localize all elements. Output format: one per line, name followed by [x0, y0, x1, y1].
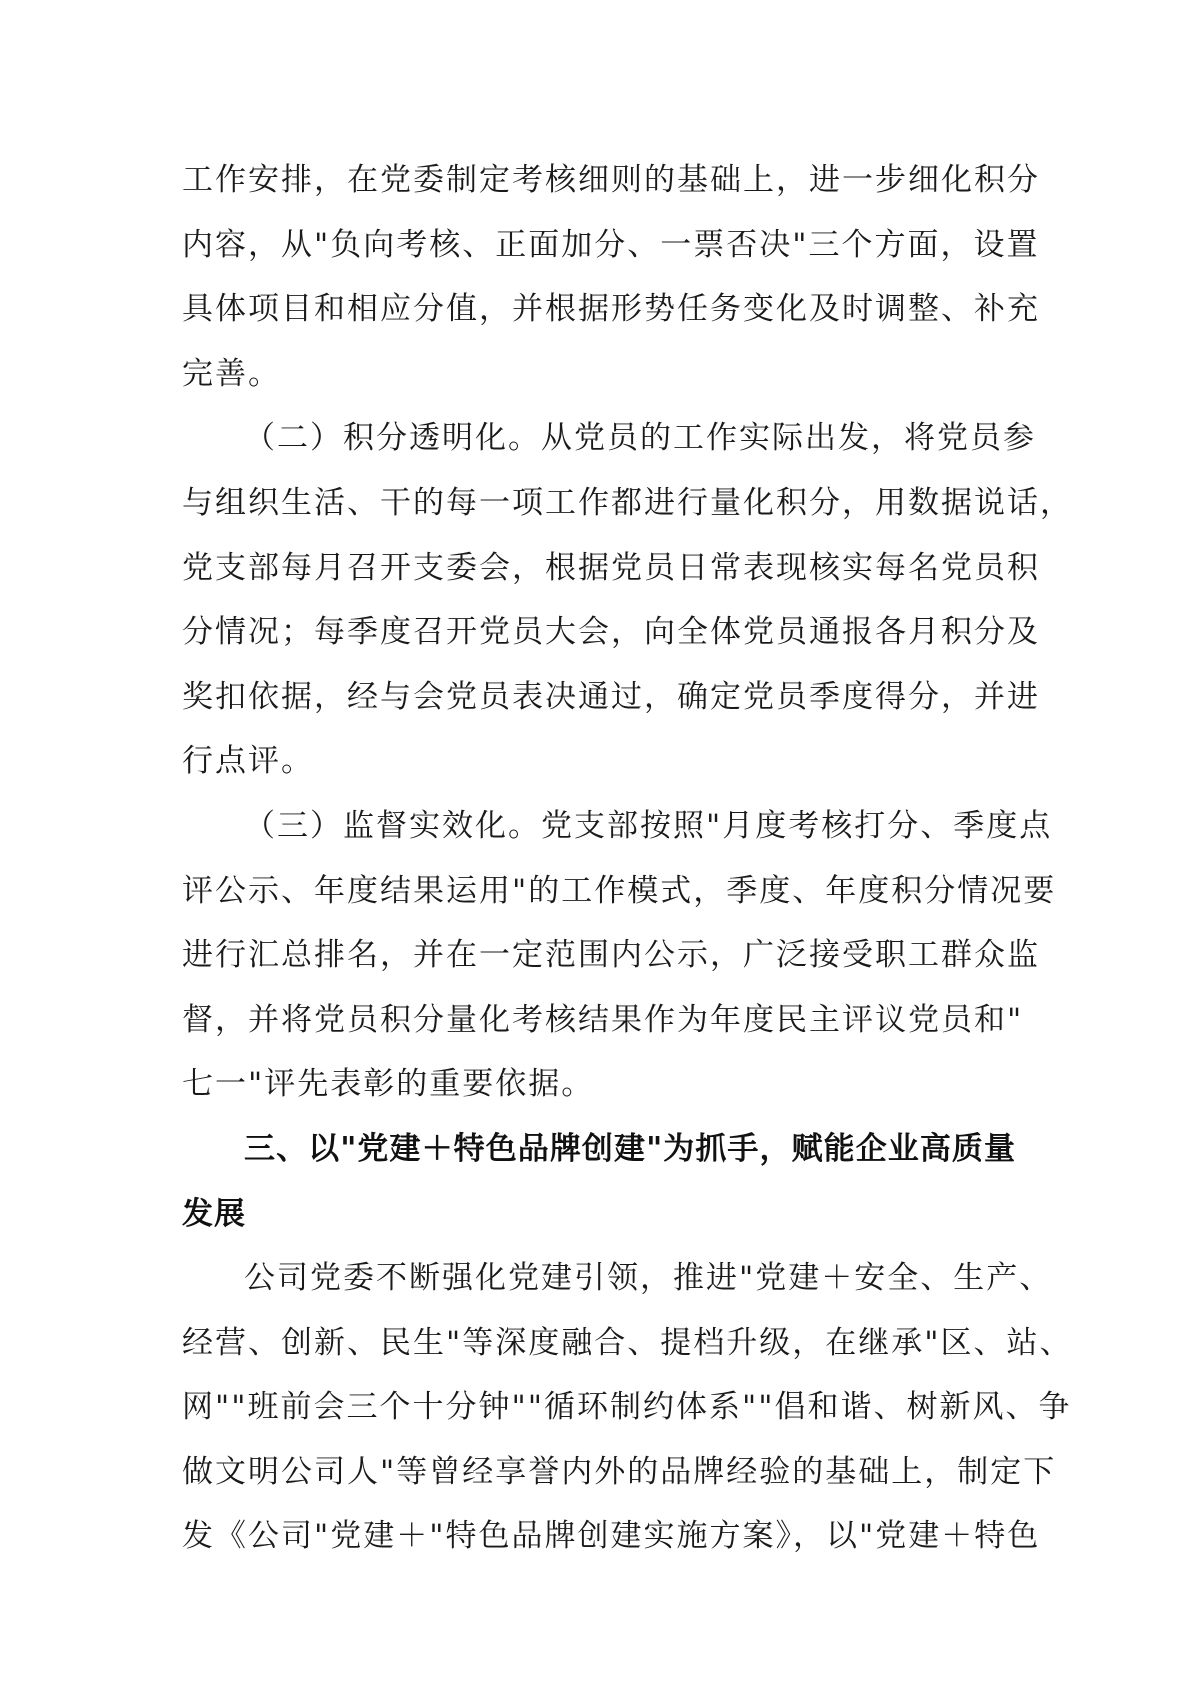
text-line: 党支部每月召开支委会，根据党员日常表现核实每名党员积 — [182, 549, 1040, 586]
text-line: 与组织生活、干的每一项工作都进行量化积分，用数据说话， — [182, 484, 1073, 521]
text-line: 进行汇总排名，并在一定范围内公示，广泛接受职工群众监 — [182, 937, 1040, 974]
text-line: 网""班前会三个十分钟""循环制约体系""倡和谐、树新风、争 — [182, 1389, 1072, 1426]
text-line: 完善。 — [182, 355, 281, 392]
text-line: 发《公司"党建＋"特色品牌创建实施方案》，以"党建＋特色 — [182, 1518, 1041, 1555]
text-line: 工作安排，在党委制定考核细则的基础上，进一步细化积分 — [182, 162, 1040, 198]
text-line: 分情况；每季度召开党员大会，向全体党员通报各月积分及 — [182, 614, 1040, 651]
text-line: 公司党委不断强化党建引领，推进"党建＋安全、生产、 — [244, 1260, 1053, 1297]
text-line: 经营、创新、民生"等深度融合、提档升级，在继承"区、站、 — [182, 1324, 1073, 1361]
text-line: 七一"评先表彰的重要依据。 — [182, 1066, 595, 1103]
paragraph-supervision-effectiveness — [182, 794, 1057, 1117]
heading-line: 发展 — [182, 1195, 246, 1232]
heading-line: 三、以"党建＋特色品牌创建"为抓手，赋能企业高质量 — [244, 1130, 1016, 1167]
document-body — [182, 148, 1073, 1569]
text-line: （三）监督实效化。党支部按照"月度考核打分、季度点 — [244, 807, 1053, 844]
paragraph-party-building-brand — [182, 1246, 1073, 1569]
text-line: 具体项目和相应分值，并根据形势任务变化及时调整、补充 — [182, 291, 1040, 328]
text-line: 做文明公司人"等曾经享誉内外的品牌经验的基础上，制定下 — [182, 1453, 1057, 1490]
text-line: （二）积分透明化。从党员的工作实际出发，将党员参 — [244, 420, 1036, 457]
text-line: 内容，从"负向考核、正面加分、一票否决"三个方面，设置 — [182, 226, 1040, 263]
text-line: 评公示、年度结果运用"的工作模式，季度、年度积分情况要 — [182, 872, 1057, 909]
text-line: 奖扣依据，经与会党员表决通过，确定党员季度得分，并进 — [182, 678, 1040, 715]
paragraph-work-arrangement — [182, 148, 1040, 406]
paragraph-points-transparency — [182, 406, 1073, 794]
text-line: 行点评。 — [182, 743, 314, 780]
text-line: 督，并将党员积分量化考核结果作为年度民主评议党员和" — [182, 1001, 1024, 1038]
section-heading-three — [182, 1117, 1016, 1246]
